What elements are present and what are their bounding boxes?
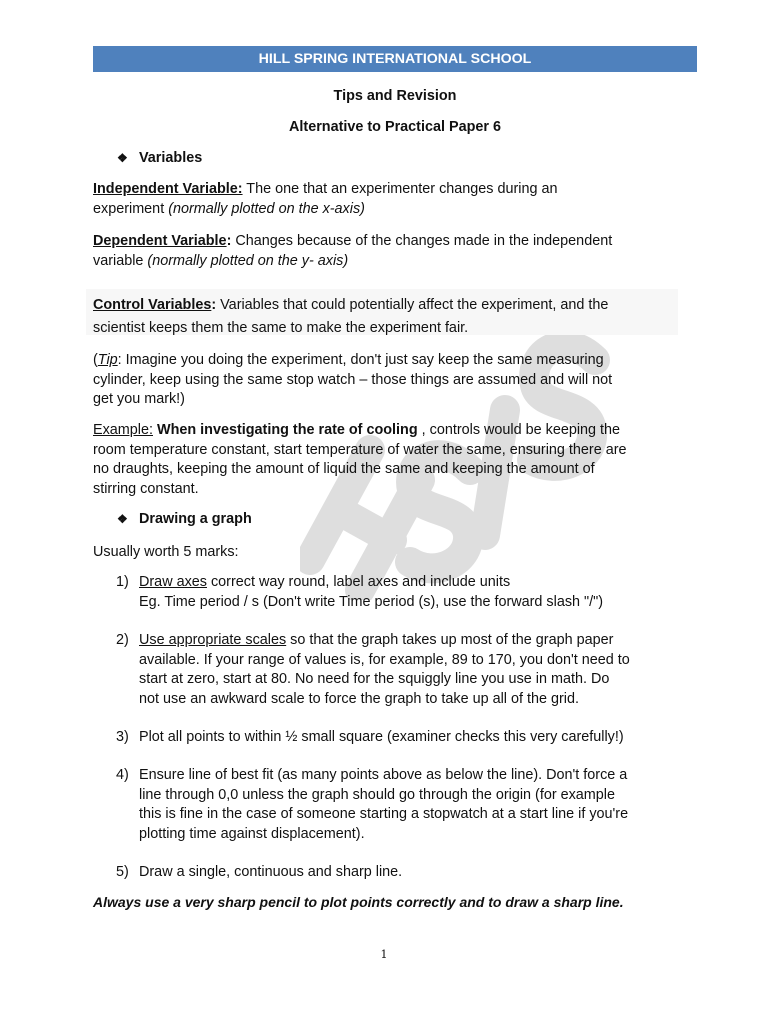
page-number: 1: [380, 948, 388, 961]
control-variables-definition: Control Variables: Variables that could potentially affect the experiment, and the scientist keeps them the same to make the experiment fair.: [93, 297, 609, 336]
marks-intro: Usually worth 5 marks:: [93, 544, 239, 560]
school-header-banner: [93, 46, 697, 72]
variables-heading: ❖ Variables: [117, 150, 203, 166]
diamond-bullet-icon: ❖: [117, 151, 128, 165]
drawing-graph-heading: ❖ Drawing a graph: [117, 511, 252, 527]
tip-paragraph: (Tip: Imagine you doing the experiment, don't just say keep the same measuring cylinder, keep using the same stop watch – those things are assumed and will not get you mark!): [93, 352, 613, 407]
dependent-variable-definition: Dependent Variable: Changes because of the changes made in the independent variable (normally plotted on the y- axis): [93, 233, 613, 269]
example-paragraph: Example: When investigating the rate of cooling , controls would be keeping the room temperature constant, start temperature of water the same, ensuring there are no draughts, keeping the amount of liquid the same and keeping the amount of stirring constant.: [93, 422, 627, 497]
tip-label: Tip: [97, 352, 118, 368]
independent-variable-term: Independent Variable:: [93, 181, 243, 197]
school-name: HILL SPRING INTERNATIONAL SCHOOL: [258, 51, 532, 67]
independent-variable-definition: Independent Variable: The one that an experimenter changes during an experiment (normally plotted on the x-axis): [93, 181, 558, 217]
control-variables-term: Control Variables: [93, 297, 212, 313]
example-label: Example:: [93, 422, 153, 438]
diamond-bullet-icon: ❖: [117, 512, 128, 526]
final-note: Always use a very sharp pencil to plot points correctly and to draw a sharp line.: [93, 894, 624, 910]
document-title: Tips and Revision: [333, 88, 457, 104]
dependent-variable-term: Dependent Variable: [93, 233, 227, 249]
document-subtitle: Alternative to Practical Paper 6: [289, 119, 501, 135]
